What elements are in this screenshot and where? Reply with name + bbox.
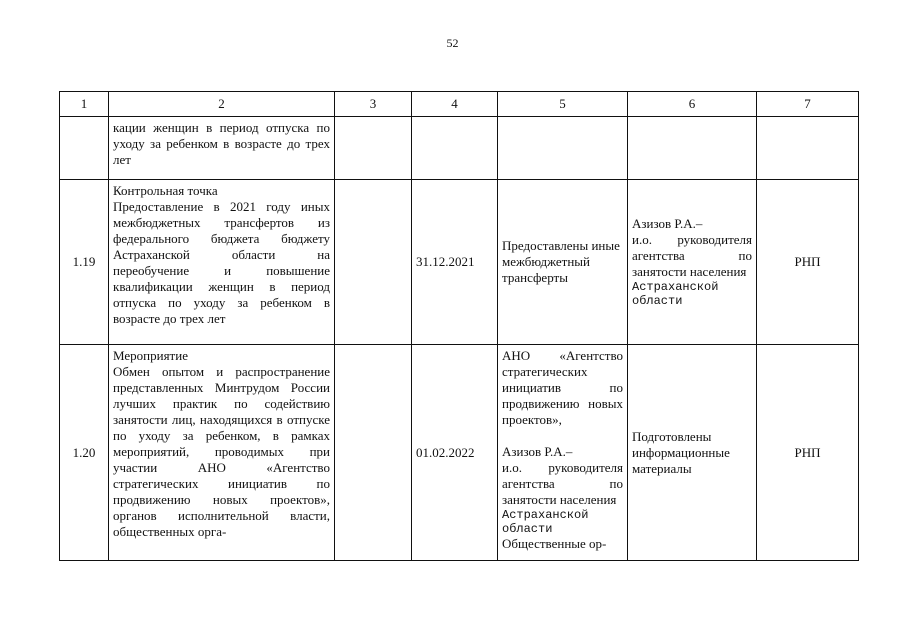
cell-result: Предоставлены иные межбюджетный трансферты	[498, 180, 628, 345]
cell-level: РНП	[757, 345, 859, 561]
header-cell-4: 4	[412, 92, 498, 117]
plan-table	[59, 91, 859, 561]
cell-responsible	[628, 117, 757, 180]
cell-result	[498, 117, 628, 180]
spacer	[502, 428, 623, 444]
cell-result-materials: Подготовлены информационные материалы	[628, 345, 757, 561]
header-cell-5: 5	[498, 92, 628, 117]
row-type-label: Контрольная точка	[113, 183, 218, 198]
cell-col3	[335, 345, 412, 561]
header-cell-7: 7	[757, 92, 859, 117]
cell-date	[412, 117, 498, 180]
responsible-stamp: Астраханской области	[502, 508, 589, 536]
cell-num	[60, 117, 109, 180]
continuation-text: Общественные ор-	[502, 536, 607, 551]
responsible-name: Азизов Р.А.–	[632, 216, 703, 231]
table-row-1-19	[60, 180, 859, 345]
page-number: 52	[446, 36, 459, 50]
cell-level: РНП	[757, 180, 859, 345]
table-row-continuation	[60, 117, 859, 180]
cell-description	[109, 345, 335, 561]
responsible-name: Азизов Р.А.–	[502, 444, 573, 459]
cell-col3	[335, 180, 412, 345]
cell-date: 31.12.2021	[412, 180, 498, 345]
description-text: Предоставление в 2021 году иных межбюджетных трансфертов из федерального бюджета бюджету Астраханской области на переобучение и повышение квалификации женщин в период отпуска по уходу за ребенком в возрасте до трех лет	[113, 199, 330, 326]
header-cell-6: 6	[628, 92, 757, 117]
cell-description: кации женщин в период отпуска по уходу за ребенком в возрасте до трех лет	[109, 117, 335, 180]
cell-date: 01.02.2022	[412, 345, 498, 561]
cell-col3	[335, 117, 412, 180]
cell-num: 1.20	[60, 345, 109, 561]
cell-result	[498, 345, 628, 561]
header-cell-2: 2	[109, 92, 335, 117]
cell-level	[757, 117, 859, 180]
header-row	[60, 92, 859, 117]
table-row-1-20	[60, 345, 859, 561]
responsible-role: и.о. руководителя агентства по занятости населения	[632, 232, 752, 279]
responsible-role: и.о. руководителя агентства по занятости населения	[502, 460, 623, 507]
row-type-label: Мероприятие	[113, 348, 188, 363]
header-cell-1: 1	[60, 92, 109, 117]
organization-text: АНО «Агентство стратегических инициатив по продвижению новых проектов»,	[502, 348, 623, 427]
description-text: Обмен опытом и распространение представленных Минтрудом России лучших практик по содействию занятости лиц, находящихся в отпуске по уходу за ребенком, в рамках мероприятий, проводимых при участии АНО «Агентство стратегических инициатив по продвижению новых проектов», органов исполнительной власти, общественных орга-	[113, 364, 330, 539]
header-cell-3: 3	[335, 92, 412, 117]
cell-num: 1.19	[60, 180, 109, 345]
cell-description	[109, 180, 335, 345]
responsible-stamp: Астраханской области	[632, 280, 719, 308]
cell-responsible	[628, 180, 757, 345]
